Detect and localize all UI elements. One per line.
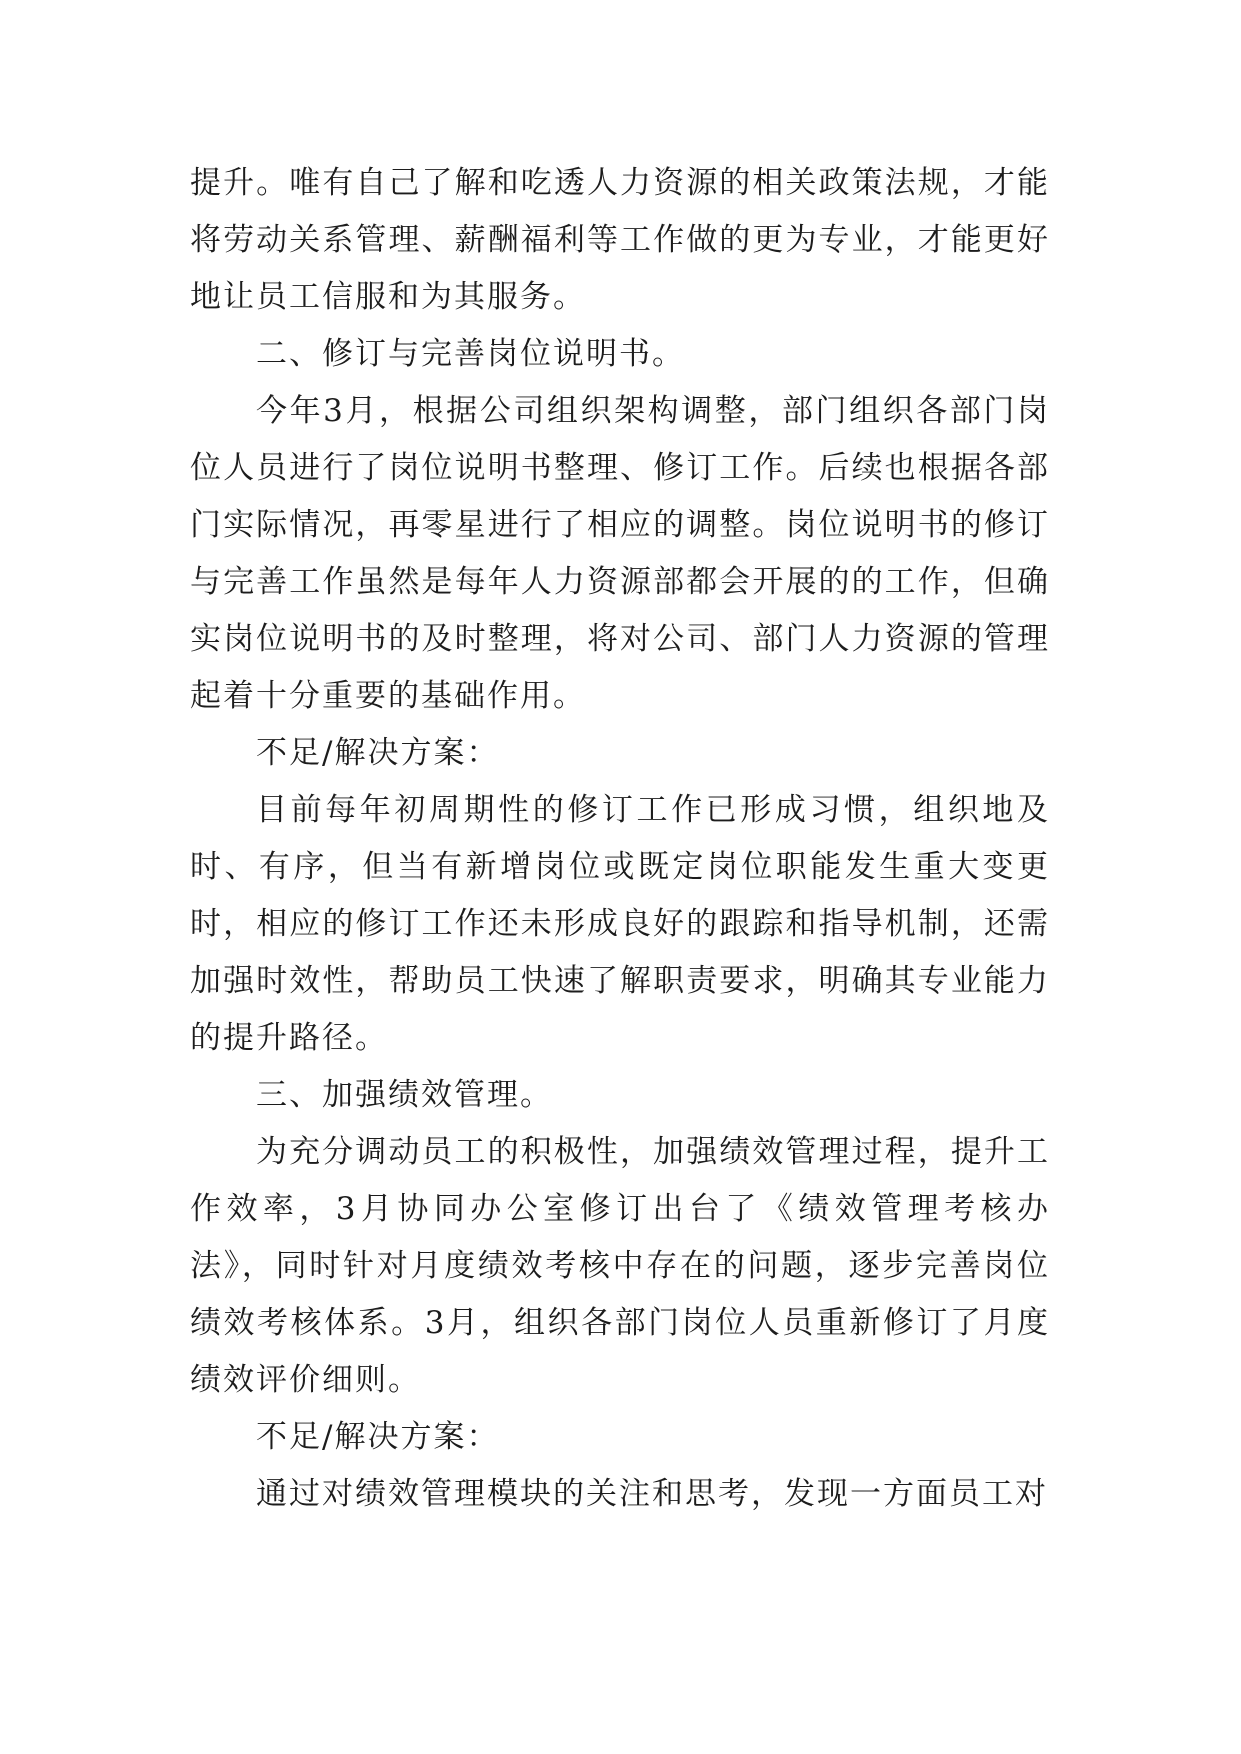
subheading-shortcomings-1: 不足/解决方案： (256, 735, 500, 771)
paragraph-7: 为充分调动员工的积极性，加强绩效管理过程，提升工作效率，3月协同办公室修订出台了《绩效管理考核办法》，同时针对月度绩效考核中存在的问题，逐步完善岗位绩效考核体系。3月，组织各部门岗位人员重新修订了月度绩效评价细则。 (190, 1134, 1050, 1398)
document-body (190, 155, 1050, 1523)
subheading-shortcomings-2: 不足/解决方案： (256, 1419, 500, 1455)
paragraph-3: 今年3月，根据公司组织架构调整，部门组织各部门岗位人员进行了岗位说明书整理、修订工作。后续也根据各部门实际情况，再零星进行了相应的调整。岗位说明书的修订与完善工作虽然是每年人力资源部都会开展的的工作，但确实岗位说明书的及时整理，将对公司、部门人力资源的管理起着十分重要的基础作用。 (190, 393, 1050, 714)
section-heading-3: 三、加强绩效管理。 (256, 1077, 553, 1113)
paragraph-9: 通过对绩效管理模块的关注和思考，发现一方面员工对 (256, 1476, 1048, 1512)
paragraph-5: 目前每年初周期性的修订工作已形成习惯，组织地及时、有序，但当有新增岗位或既定岗位职能发生重大变更时，相应的修订工作还未形成良好的跟踪和指导机制，还需加强时效性，帮助员工快速了解职责要求，明确其专业能力的提升路径。 (190, 792, 1050, 1056)
section-heading-2: 二、修订与完善岗位说明书。 (256, 336, 685, 372)
paragraph-1: 提升。唯有自己了解和吃透人力资源的相关政策法规，才能将劳动关系管理、薪酬福利等工作做的更为专业，才能更好地让员工信服和为其服务。 (190, 165, 1050, 315)
